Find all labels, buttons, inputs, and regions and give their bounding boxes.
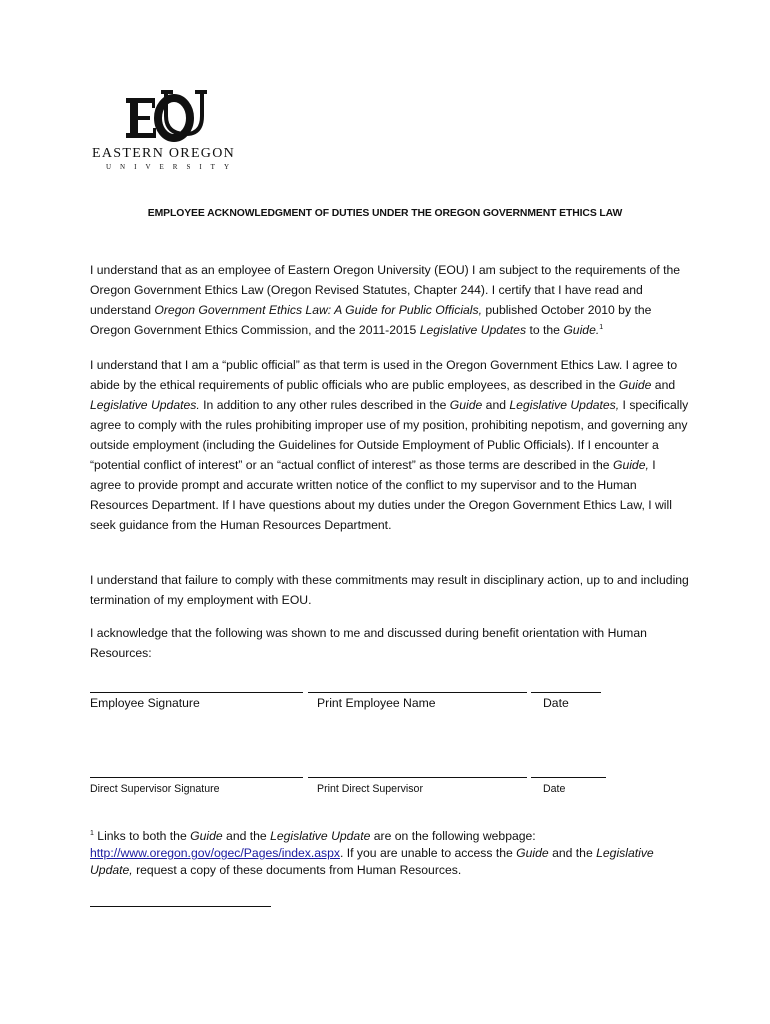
logo-sub: UNIVERSITY (106, 163, 238, 171)
document-title: EMPLOYEE ACKNOWLEDGMENT OF DUTIES UNDER THE OREGON GOVERNMENT ETHICS LAW (147, 208, 623, 219)
supervisor-date-label: Date (543, 783, 566, 795)
employee-signature-label: Employee Signature (90, 696, 200, 710)
employee-name-label: Print Employee Name (317, 696, 436, 710)
paragraph-certify: I understand that as an employee of Eastern Oregon University (EOU) I am subject to the requirements of the Oregon Government Ethics Law (Oregon Revised Statutes, Chapter 244). I certify that I have read and understand Oregon Government Ethics Law: A Guide for Public Officials, published October 2010 by the Oregon Government Ethics Commission, and the 2011-2015 Legislative Updates to the Guide.$^1$ (90, 263, 681, 337)
employee-date-line[interactable] (531, 692, 601, 693)
ethics-webpage-link[interactable]: http://www.oregon.gov/ogec/Pages/index.aspx (90, 846, 340, 860)
eou-logo-mark (126, 90, 210, 144)
footnote-ref: 1 (599, 323, 604, 331)
supervisor-signature-line[interactable] (90, 777, 303, 778)
supervisor-date-line[interactable] (531, 777, 606, 778)
supervisor-name-line[interactable] (308, 777, 527, 778)
paragraph-failure: I understand that failure to comply with these commitments may result in disciplinary action, up to and including termination of my employment with EOU. (90, 573, 689, 607)
employee-date-label: Date (543, 696, 569, 710)
employee-name-line[interactable] (308, 692, 527, 693)
supervisor-name-label: Print Direct Supervisor (317, 783, 423, 795)
eou-logo (86, 90, 246, 172)
footnote-number: 1 (90, 829, 94, 837)
logo-name: EASTERN OREGON (92, 146, 236, 161)
footnote: $^1$ Links to both the Guide and the Legislative Update are on the following webpage: http://www.oregon.gov/ogec/Pages/index.aspx. If you are unable to access the Guide and the Legislative Update, request a copy of these documents from Human Resources. (90, 829, 654, 877)
employee-signature-line[interactable] (90, 692, 303, 693)
paragraph-acknowledge: I acknowledge that the following was shown to me and discussed during benefit orientation with Human Resources: (90, 626, 647, 660)
paragraph-public-official: I understand that I am a “public official” as that term is used in the Oregon Government Ethics Law. I agree to abide by the ethical requirements of public officials who are public employees, as described in the Guide and Legislative Updates. In addition to any other rules described in the Guide and Legislative Updates, I specifically agree to comply with the rules prohibiting improper use of my position, prohibiting nepotism, and governing any outside employment (including the Guidelines for Outside Employment of Public Officials). If I encounter a “potential conflict of interest” or an “actual conflict of interest” as those terms are described in the Guide, I agree to provide prompt and accurate written notice of the conflict to my supervisor and to the Human Resources Department. If I have questions about my duties under the Oregon Government Ethics Law, I will seek guidance from the Human Resources Department. (90, 358, 689, 532)
supervisor-signature-label: Direct Supervisor Signature (90, 783, 220, 795)
footer-rule (90, 906, 271, 907)
